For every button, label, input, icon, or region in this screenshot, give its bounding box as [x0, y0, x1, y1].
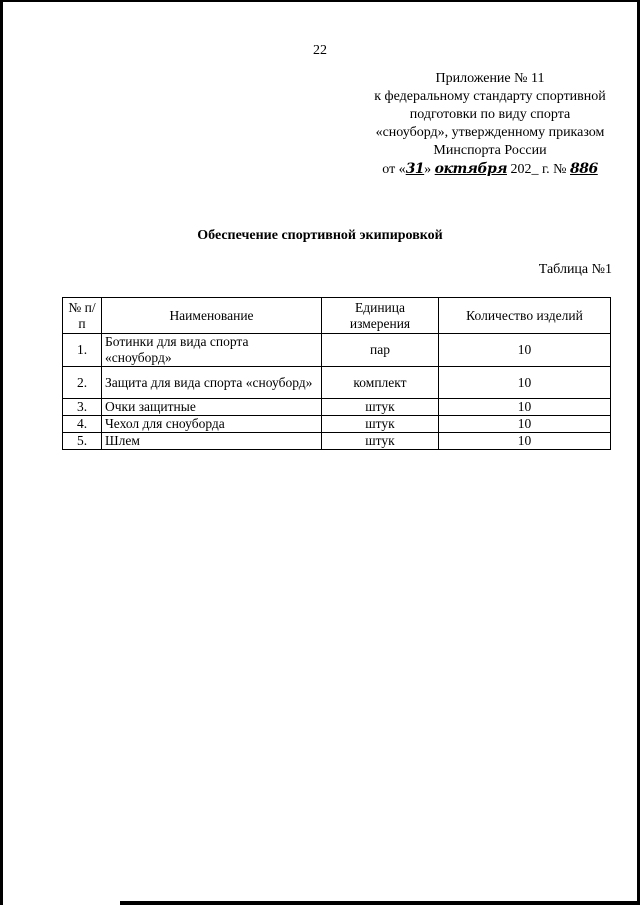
scan-edge-left — [0, 0, 3, 905]
table-row — [63, 399, 611, 416]
table-header-row — [63, 298, 611, 334]
row-unit: комплект — [322, 367, 439, 399]
scan-edge-top — [0, 0, 640, 2]
row-number: 1. — [63, 334, 102, 367]
row-name: Очки защитные — [102, 399, 322, 416]
row-name: Ботинки для вида спорта «сноуборд» — [102, 334, 322, 367]
appendix-line: к федеральному стандарту спортивной — [374, 89, 606, 104]
table-row — [63, 433, 611, 450]
order-date-prefix: от « — [382, 162, 406, 177]
row-name: Чехол для сноуборда — [102, 416, 322, 433]
row-unit: штук — [322, 433, 439, 450]
order-date-number — [345, 160, 635, 179]
row-name: Защита для вида спорта «сноуборд» — [102, 367, 322, 399]
scan-edge-bottom — [120, 901, 640, 905]
row-unit: штук — [322, 399, 439, 416]
table-row — [63, 367, 611, 399]
row-quantity: 10 — [439, 334, 611, 367]
document-title: Обеспечение спортивной экипировкой — [197, 228, 443, 243]
appendix-line: подготовки по виду спорта — [409, 107, 571, 122]
appendix-line: Приложение № 11 — [435, 71, 545, 86]
order-year-text: 202_ г. № — [506, 162, 571, 177]
handwritten-month: октября — [434, 161, 507, 177]
header-number: № п/п — [63, 298, 102, 334]
equipment-table — [62, 297, 611, 450]
header-quantity: Количество изделий — [439, 298, 611, 334]
header-unit: Единица измерения — [322, 298, 439, 334]
row-quantity: 10 — [439, 433, 611, 450]
row-number: 3. — [63, 399, 102, 416]
row-quantity: 10 — [439, 416, 611, 433]
table-row — [63, 334, 611, 367]
appendix-line: Минспорта России — [433, 143, 547, 158]
table-caption: Таблица №1 — [538, 262, 612, 277]
row-quantity: 10 — [439, 367, 611, 399]
handwritten-order-number: 886 — [570, 161, 598, 177]
handwritten-day: 31 — [405, 161, 425, 177]
row-quantity: 10 — [439, 399, 611, 416]
row-number: 2. — [63, 367, 102, 399]
order-date-mid: » — [424, 162, 435, 177]
table-row — [63, 416, 611, 433]
row-unit: штук — [322, 416, 439, 433]
appendix-line: «сноуборд», утвержденному приказом — [375, 125, 605, 140]
row-number: 5. — [63, 433, 102, 450]
header-name: Наименование — [102, 298, 322, 334]
page-number: 22 — [313, 43, 327, 58]
row-number: 4. — [63, 416, 102, 433]
row-name: Шлем — [102, 433, 322, 450]
row-unit: пар — [322, 334, 439, 367]
appendix-header — [345, 70, 635, 179]
